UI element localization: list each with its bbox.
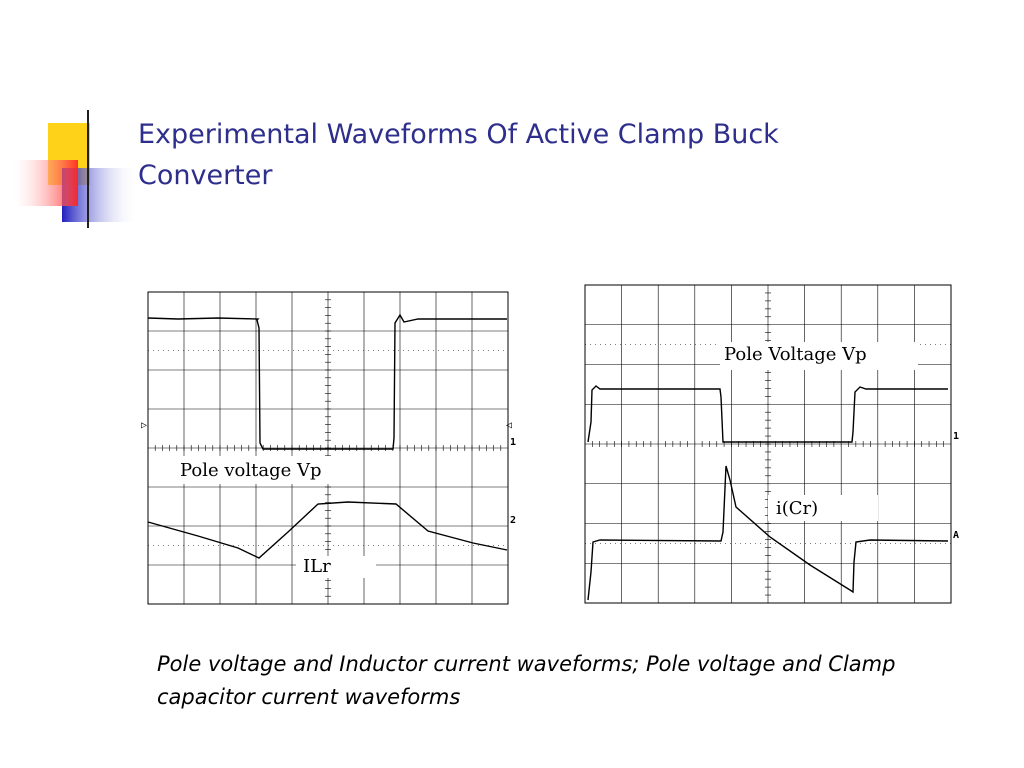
left-marker-ch2: 2 bbox=[510, 515, 517, 526]
left-marker-ch1: 1 bbox=[510, 437, 517, 448]
scope-left bbox=[138, 288, 523, 608]
right-marker-chA: A bbox=[953, 530, 960, 541]
left-marker-arrow: ▷ bbox=[141, 420, 148, 431]
scope-right-grid bbox=[585, 285, 951, 603]
scope-right bbox=[580, 282, 970, 607]
left-label-pole-voltage: Pole voltage Vp bbox=[180, 460, 322, 481]
right-marker-ch1: 1 bbox=[953, 431, 960, 442]
decor-red-square bbox=[14, 160, 78, 206]
left-marker-arrow-right: ◁ bbox=[506, 420, 513, 431]
right-label-pole-voltage: Pole Voltage Vp bbox=[724, 344, 867, 365]
left-label-inductor-current: ILr bbox=[303, 556, 331, 577]
figure-caption: Pole voltage and Inductor current waveforms; Pole voltage and Clamp capacitor current waveforms bbox=[157, 652, 896, 709]
slide-title: Experimental Waveforms Of Active Clamp Buck Converter bbox=[138, 119, 779, 191]
right-label-capacitor-current: i(Cr) bbox=[776, 498, 819, 519]
left-trace-pole-voltage bbox=[148, 315, 507, 449]
